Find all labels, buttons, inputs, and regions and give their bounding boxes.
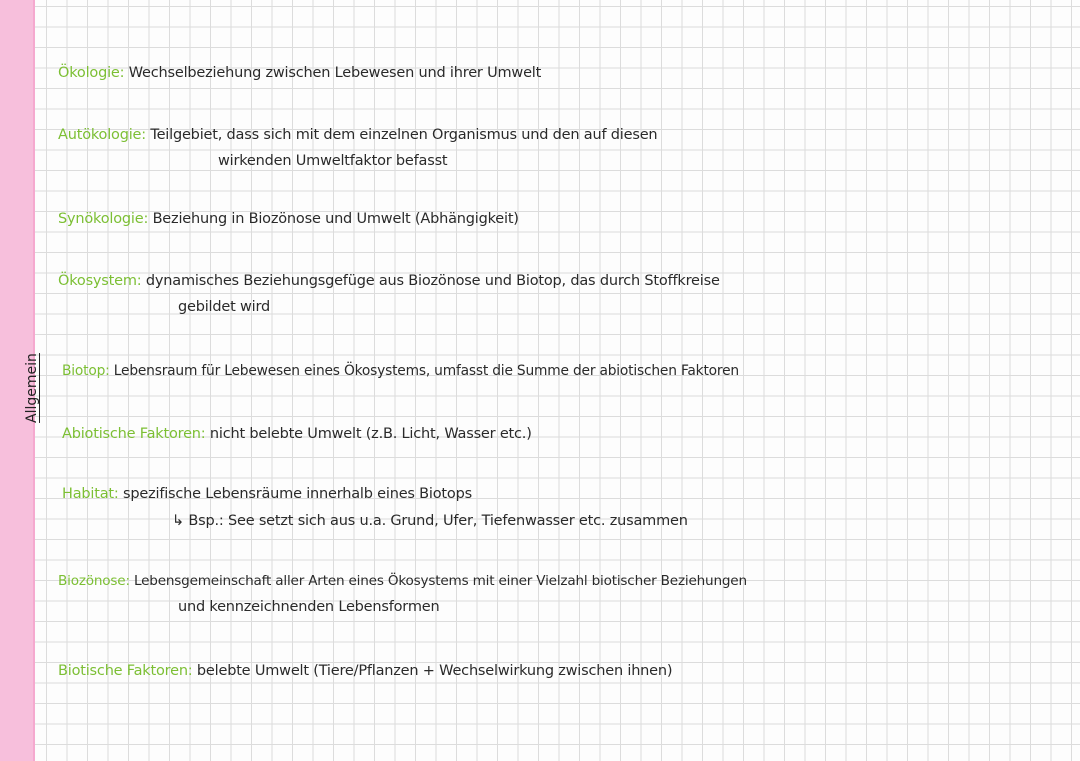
entry-term: Ökosystem:: [58, 273, 142, 289]
entry-term: Biozönose:: [58, 573, 130, 589]
entry-synoekologie: [58, 208, 519, 230]
entry-definition: Wechselbeziehung zwischen Lebewesen und ihrer Umwelt: [128, 65, 542, 81]
entry-definition: belebte Umwelt (Tiere/Pflanzen + Wechselwirkung zwischen ihnen): [196, 663, 673, 679]
entry-continuation: ↳ Bsp.: See setzt sich aus u.a. Grund, Ufer, Tiefenwasser etc. zusammen: [172, 513, 688, 529]
entry-habitat: [62, 483, 472, 505]
entry-term: Biotop:: [62, 363, 110, 379]
entry-definition: dynamisches Beziehungsgefüge aus Biozönose und Biotop, das durch Stoffkreise: [145, 273, 720, 289]
entry-continuation: wirkenden Umweltfaktor befasst: [218, 153, 448, 169]
entry-autoekologie: [58, 124, 657, 146]
entry-definition: spezifische Lebensräume innerhalb eines Biotops: [123, 486, 472, 502]
entry-biotop: [62, 360, 739, 382]
entry-oekosystem: [58, 270, 720, 292]
entry-term: Autökologie:: [58, 127, 146, 143]
entry-definition: nicht belebte Umwelt (z.B. Licht, Wasser etc.): [209, 426, 532, 442]
entry-continuation: gebildet wird: [178, 299, 271, 315]
entry-definition: Beziehung in Biozönose und Umwelt (Abhängigkeit): [152, 211, 519, 227]
side-label: Allgemein: [24, 353, 40, 423]
entry-definition: Lebensgemeinschaft aller Arten eines Ökosystems mit einer Vielzahl biotischer Beziehungen: [133, 573, 747, 589]
entry-abiotische-faktoren: [62, 423, 532, 445]
entry-term: Abiotische Faktoren:: [62, 426, 206, 442]
entry-definition: Lebensraum für Lebewesen eines Ökosystems, umfasst die Summe der abiotischen Faktoren: [113, 363, 739, 379]
entry-biozoenose: [58, 570, 747, 592]
entry-term: Habitat:: [62, 486, 119, 502]
entry-term: Synökologie:: [58, 211, 149, 227]
entry-term: Ökologie:: [58, 65, 125, 81]
entry-oekologie: [58, 62, 541, 84]
entry-definition: Teilgebiet, dass sich mit dem einzelnen Organismus und den auf diesen: [150, 127, 658, 143]
entry-biotische-faktoren: [58, 660, 672, 682]
entry-continuation: und kennzeichnenden Lebensformen: [178, 599, 440, 615]
entry-term: Biotische Faktoren:: [58, 663, 193, 679]
